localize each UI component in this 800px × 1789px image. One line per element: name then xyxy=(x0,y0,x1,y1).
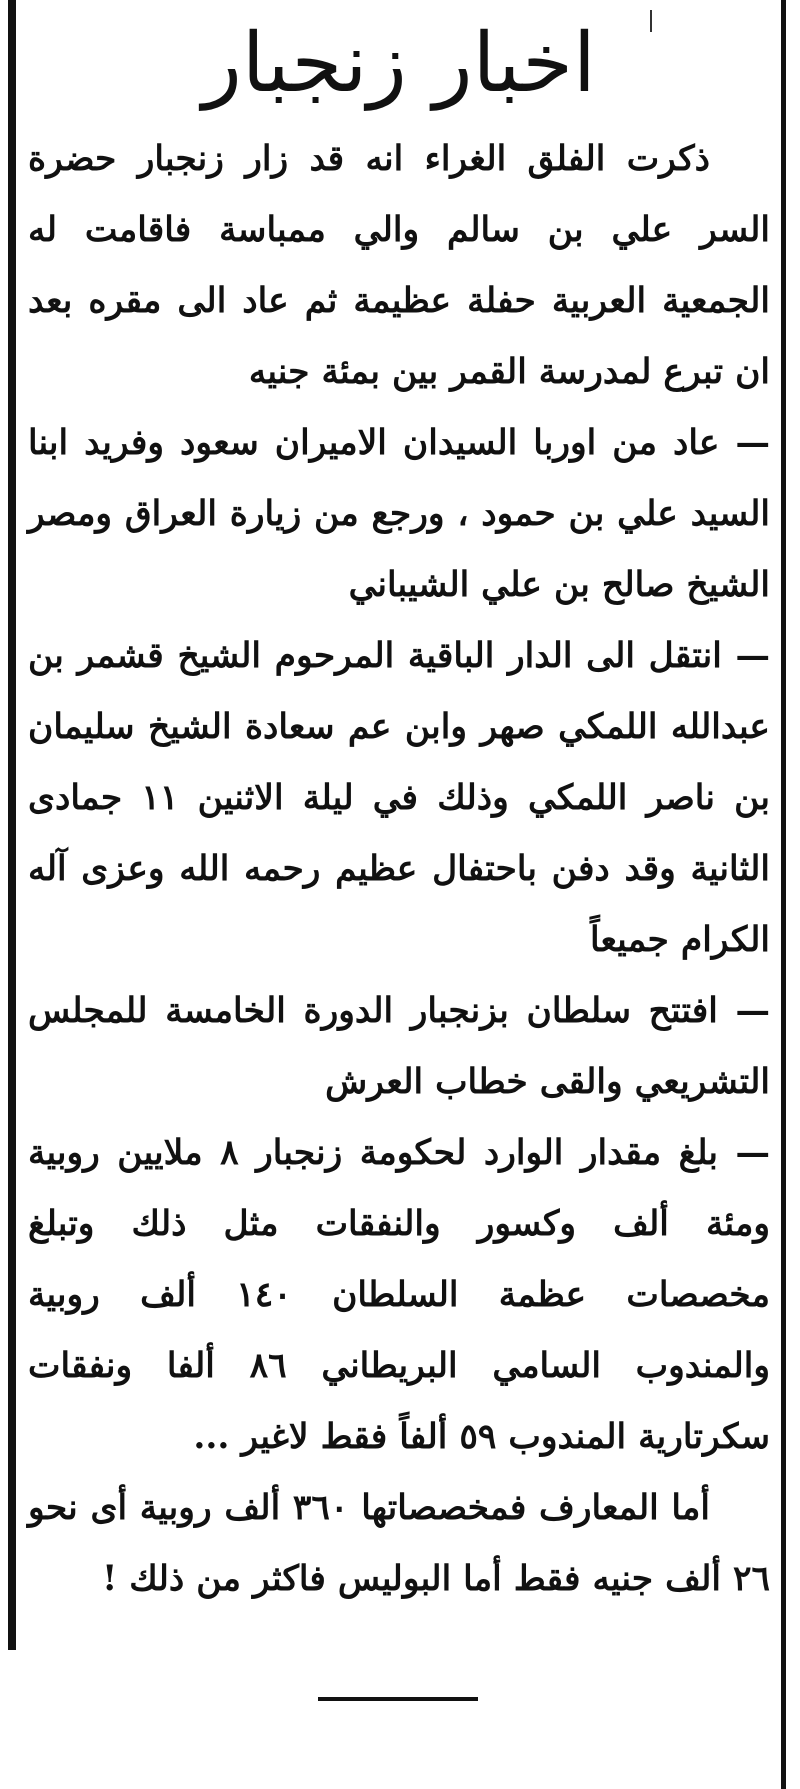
column-rule-right xyxy=(781,0,786,1789)
paragraph-visit: ذكرت الفلق الغراء انه قد زار زنجبار حضرة السر علي بن سالم والي ممباسة فاقامت له الجمعية العربية حفلة عظيمة ثم عاد الى مقره بعد ان تبرع لمدرسة القمر بين بمئة جنيه xyxy=(28,139,770,392)
paragraph-return-from-europe: — عاد من اوربا السيدان الاميران سعود وفريد ابنا السيد علي بن حمود ، ورجع من زيارة العراق ومصر الشيخ صالح بن علي الشيباني xyxy=(28,423,770,605)
headline: اخبار زنجبار xyxy=(202,16,596,111)
paragraph-budget: — بلغ مقدار الوارد لحكومة زنجبار ٨ ملايين روبية ومئة ألف وكسور والنفقات مثل ذلك وتبلغ مخصصات عظمة السلطان ١٤٠ ألف روبية والمندوب السامي البريطاني ٨٦ ألفا ونفقات سكرتارية المندوب ٥٩ ألفاً فقط لاغير ... xyxy=(28,1133,770,1457)
column-rule-left xyxy=(8,0,16,1650)
article xyxy=(28,10,770,1615)
end-rule xyxy=(318,1697,478,1701)
paragraph-legislative-council: — افتتح سلطان بزنجبار الدورة الخامسة للمجلس التشريعي والقى خطاب العرش xyxy=(28,991,770,1102)
paragraph-education-police: أما المعارف فمخصصاتها ٣٦٠ ألف روبية أى نحو ٢٦ ألف جنيه فقط أما البوليس فاكثر من ذلك ! xyxy=(28,1488,770,1599)
paragraph-obituary: — انتقل الى الدار الباقية المرحوم الشيخ قشمر بن عبدالله اللمكي صهر وابن عم سعادة الشيخ سليمان بن ناصر اللمكي وذلك في ليلة الاثنين ١١ جمادى الثانية وقد دفن باحتفال عظيم رحمه الله وعزى آله الكرام جميعاً xyxy=(28,636,770,960)
